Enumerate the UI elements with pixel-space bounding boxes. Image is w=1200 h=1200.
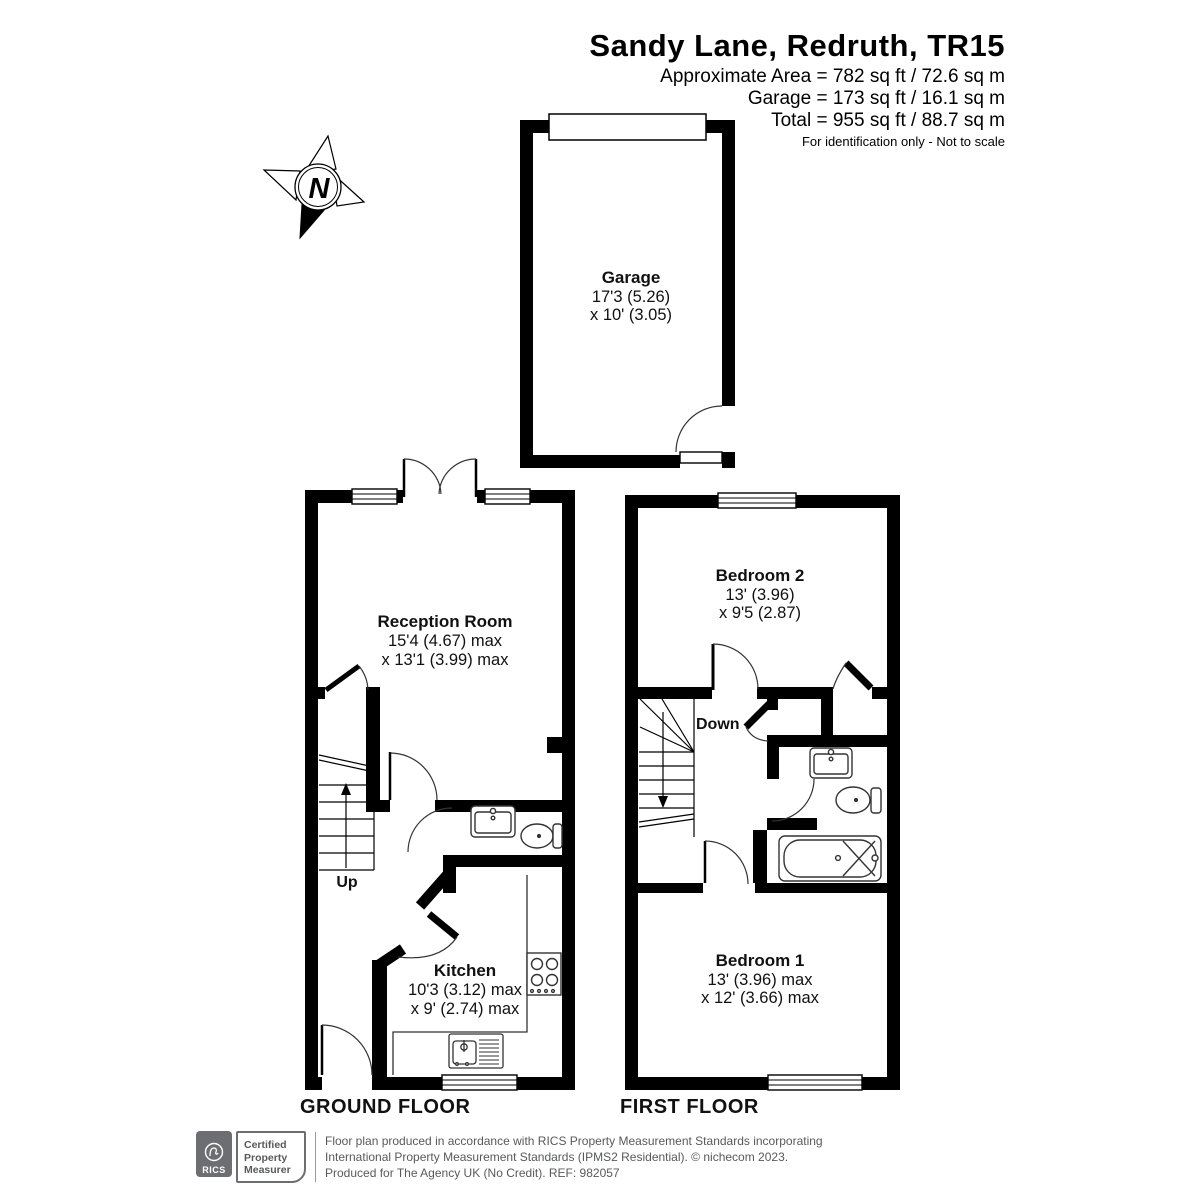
garage-door [549,114,706,140]
compass-north-icon [264,136,364,238]
window [768,1075,862,1090]
footer [196,1131,823,1183]
window [718,493,796,508]
wc-sink [471,806,515,837]
room-dim-bedroom2-2: x 9'5 (2.87) [718,604,802,622]
room-dim-bedroom1-2: x 12' (3.66) max [701,989,819,1007]
room-dim-reception-2: x 13'1 (3.99) max [381,651,509,669]
room-label-garage: Garage [601,268,661,287]
stairs-down [639,699,694,837]
garage-door-arc [676,406,722,452]
certified-property-measurer-badge [236,1131,306,1183]
room-dim-garage-2: x 10' (3.05) [589,306,673,324]
room-dim-kitchen-1: 10'3 (3.12) max [407,981,523,999]
room-dim-reception-1: 15'4 (4.67) max [387,632,503,650]
ground-floor-label: GROUND FLOOR [300,1096,471,1118]
room-dim-garage-1: 17'3 (5.26) [591,288,671,306]
footer-line3: Produced for The Agency UK (No Credit). REF: 982057 [325,1166,620,1180]
kitchen-sink [449,1034,503,1068]
garage-side-door [680,452,722,463]
room-dim-kitchen-2: x 9' (2.74) max [410,1000,520,1018]
room-label-bedroom1: Bedroom 1 [715,951,805,970]
total-area: Total = 955 sq ft / 88.7 sq m [771,110,1005,131]
room-dim-bedroom1-1: 13' (3.96) max [707,971,813,989]
stairs-up-label: Up [336,874,358,891]
bedroom2-cupboard-door [833,663,871,689]
footer-line2: International Property Measurement Standards (IPMS2 Residential). © nichecom 2023. [325,1150,789,1164]
front-door [322,1025,372,1075]
badge-line: Measurer [244,1164,291,1177]
footer-disclaimer [325,1133,823,1181]
bathroom-sink [810,748,852,778]
badge-line: Certified [244,1139,287,1152]
rics-wordmark: RICS [202,1165,226,1175]
compass-north-label: N [308,173,330,205]
rics-logo [196,1131,232,1177]
room-label-kitchen: Kitchen [433,961,497,980]
footer-divider [315,1132,316,1182]
room-label-reception: Reception Room [377,612,513,631]
first-floor-label: FIRST FLOOR [620,1096,759,1118]
bathroom-toilet [836,787,881,813]
bathtub [779,836,881,881]
reception-door [326,666,368,690]
landing-cupboard-door [746,703,770,741]
garage-area: Garage = 173 sq ft / 16.1 sq m [747,88,1005,109]
kitchen-drainer [479,1040,499,1064]
wc-toilet [521,824,562,848]
down-arrow [658,796,668,808]
scale-disclaimer: For identification only - Not to scale [801,134,1005,149]
stairs-up [319,755,374,870]
room-label-bedroom2: Bedroom 2 [715,566,805,585]
rics-lion-icon [203,1141,225,1165]
page-title: Sandy Lane, Redruth, TR15 [589,28,1005,63]
approximate-area: Approximate Area = 782 sq ft / 72.6 sq m [660,66,1005,87]
bathroom-door-arc [772,779,814,821]
hall-door [390,752,437,800]
bedroom1-door [705,841,748,884]
kitchen-hob [527,953,561,995]
footer-line1: Floor plan produced in accordance with RICS Property Measurement Standards incorporating [325,1134,823,1148]
stairs-down-label: Down [696,716,740,733]
bedroom2-door [713,644,758,690]
wc-door-arc [408,808,452,852]
window [442,1075,517,1090]
room-dim-bedroom2-1: 13' (3.96) [725,586,795,604]
badge-line: Property [244,1151,288,1164]
